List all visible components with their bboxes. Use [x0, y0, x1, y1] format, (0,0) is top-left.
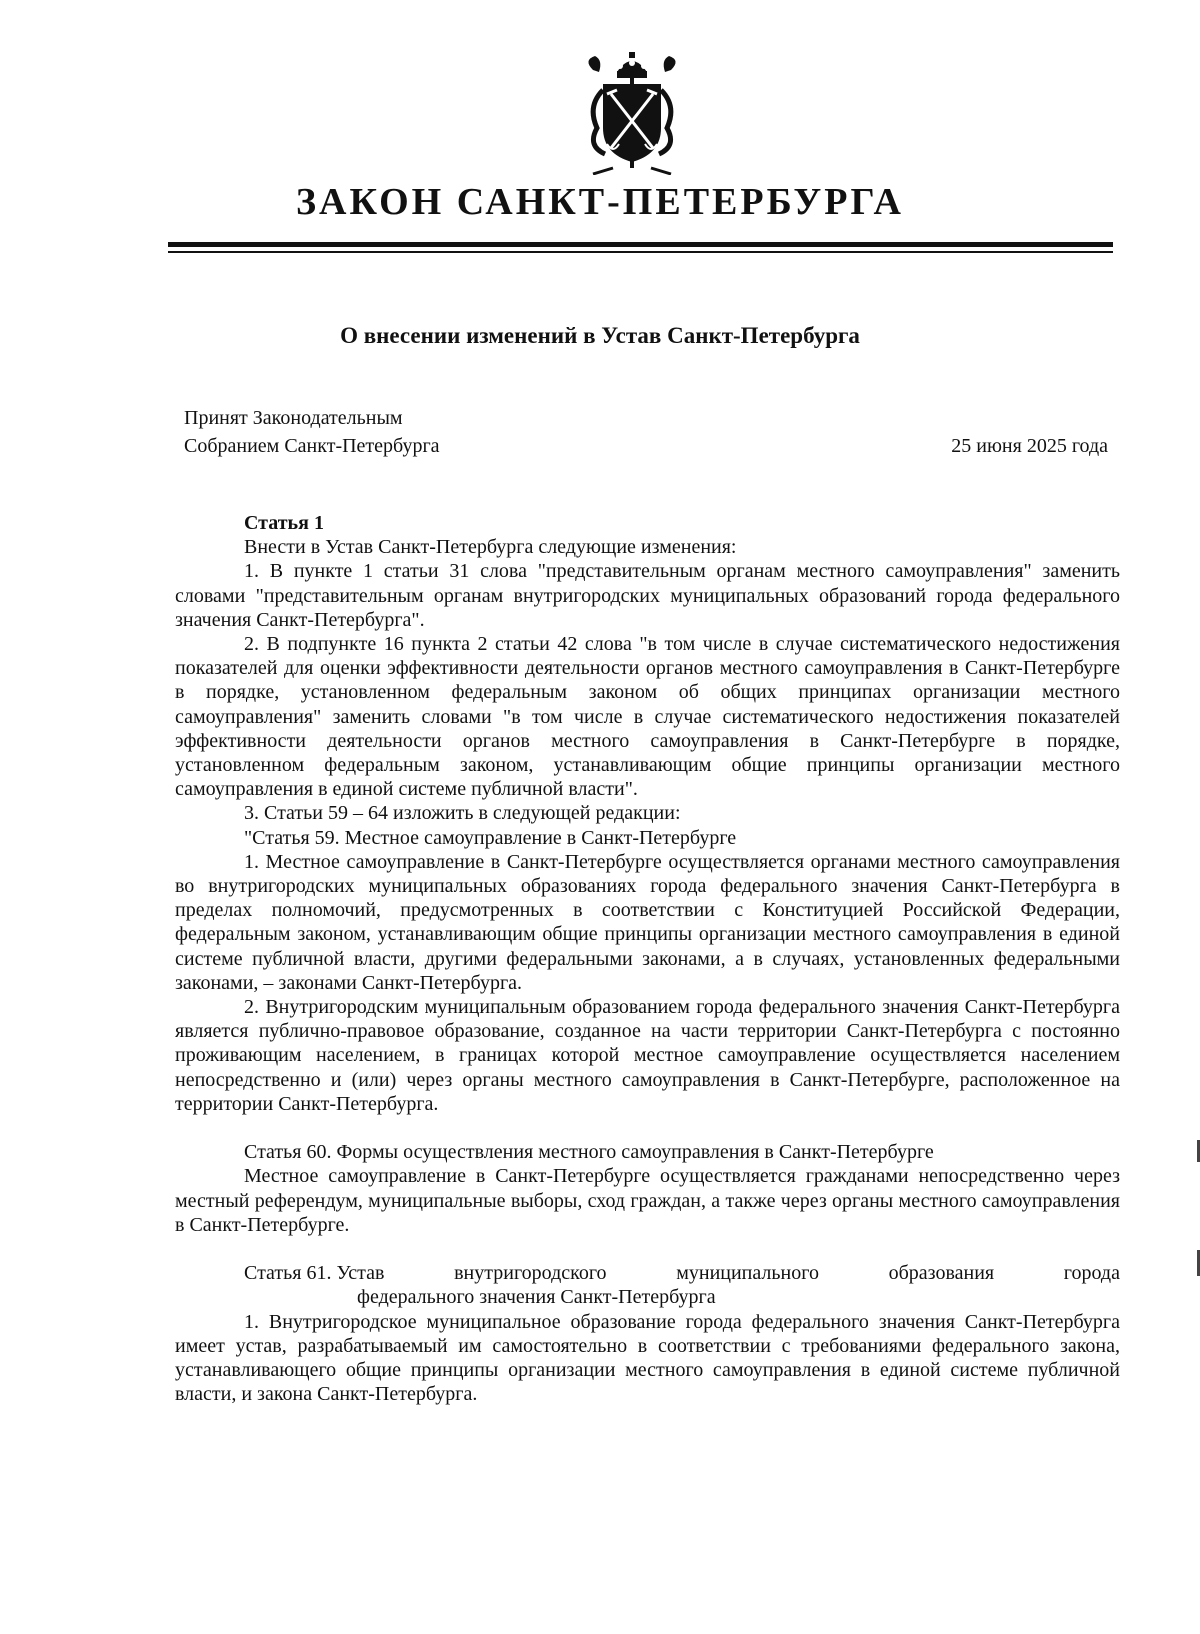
article-61-heading-word: города — [1063, 1262, 1120, 1285]
title-rule-thick — [168, 242, 1113, 247]
article-60-paragraph-1: Местное самоуправление в Санкт-Петербурге осуществляется гражданами непосредственно через местный референдум, муниципальные выборы, сход граждан, а также через органы местного самоуправления в Санкт-Петербурге. — [175, 1165, 1120, 1236]
article-61-paragraph-1: 1. Внутригородское муниципальное образование города федерального значения Санкт-Петербурга имеет устав, разрабатываемый им самостоятельно в соответствии с требованиями федерального закона, устанавливающего общие принципы организации местного самоуправления в единой системе публичной власти, и закона Санкт-Петербурга. — [175, 1310, 1120, 1406]
article-61-heading — [175, 1261, 1120, 1285]
article-1-item-2: 2. В подпункте 16 пункта 2 статьи 42 слова "в том числе в случае систематического недостижения показателей для оценки эффективности деятельности органов местного самоуправления в Санкт-Петербурге в порядке, установленном федеральным законом об общих принципах организации местного самоуправления" заменить словами "в том числе в случае систематического недостижения показателей эффективности деятельности органов местного самоуправления в Санкт-Петербурге в порядке, установленном федеральным законом, устанавливающим общие принципы организации местного самоуправления в единой системе публичной власти". — [175, 633, 1120, 801]
article-61-heading-word: муниципального — [676, 1262, 819, 1285]
adoption-date: 25 июня 2025 года — [951, 435, 1108, 457]
law-title: ЗАКОН САНКТ-ПЕТЕРБУРГА — [295, 181, 904, 223]
title-rule-thin — [168, 251, 1113, 253]
article-60-heading: Статья 60. Формы осуществления местного самоуправления в Санкт-Петербурге — [244, 1141, 934, 1164]
article-59-paragraph-1: 1. Местное самоуправление в Санкт-Петербурге осуществляется органами местного самоуправления во внутригородских муниципальных образованиях города федерального значения Санкт-Петербурга в пределах полномочий, предусмотренных в соответствии с Конституцией Российской Федерации, федеральным законом, устанавливающим общие принципы организации местного самоуправления в единой системе публичной власти, другими федеральными законами, а в случаях, установленных федеральными законами, – законами Санкт-Петербурга. — [175, 850, 1120, 994]
article-59-heading: "Статья 59. Местное самоуправление в Санкт-Петербурге — [244, 826, 737, 849]
spacer — [175, 1116, 1120, 1140]
adoption-line-1: Принят Законодательным — [184, 407, 403, 429]
article-61-heading-word: внутригородского — [454, 1262, 607, 1285]
article-61-heading-word: Статья 61. Устав — [244, 1262, 385, 1285]
adoption-line-2: Собранием Санкт-Петербурга — [184, 435, 440, 457]
article-61-heading-continued: федерального значения Санкт-Петербурга — [357, 1286, 716, 1309]
spacer — [175, 1237, 1120, 1261]
article-61-heading-word: образования — [888, 1262, 995, 1285]
saint-petersburg-coat-of-arms-icon — [573, 50, 691, 175]
law-subtitle: О внесении изменений в Устав Санкт-Петербурга — [340, 323, 860, 348]
law-body — [175, 511, 1120, 1406]
article-1-heading: Статья 1 — [244, 512, 324, 534]
article-1-intro: Внести в Устав Санкт-Петербурга следующие изменения: — [244, 536, 737, 559]
article-59-paragraph-2: 2. Внутригородским муниципальным образованием города федерального значения Санкт-Петербурга является публично-правовое образование, созданное на части территории Санкт-Петербурга с постоянно проживающим населением, в границах которой местное самоуправление осуществляется населением непосредственно и (или) через органы местного самоуправления в Санкт-Петербурге, расположенное на территории Санкт-Петербурга. — [175, 996, 1120, 1115]
article-1-item-1: 1. В пункте 1 статьи 31 слова "представительным органам местного самоуправления" заменить словами "представительным органам внутригородских муниципальных образований города федерального значения Санкт-Петербурга". — [175, 560, 1120, 631]
adoption-block — [184, 404, 440, 460]
article-1-item-3: 3. Статьи 59 – 64 изложить в следующей редакции: — [244, 802, 681, 825]
